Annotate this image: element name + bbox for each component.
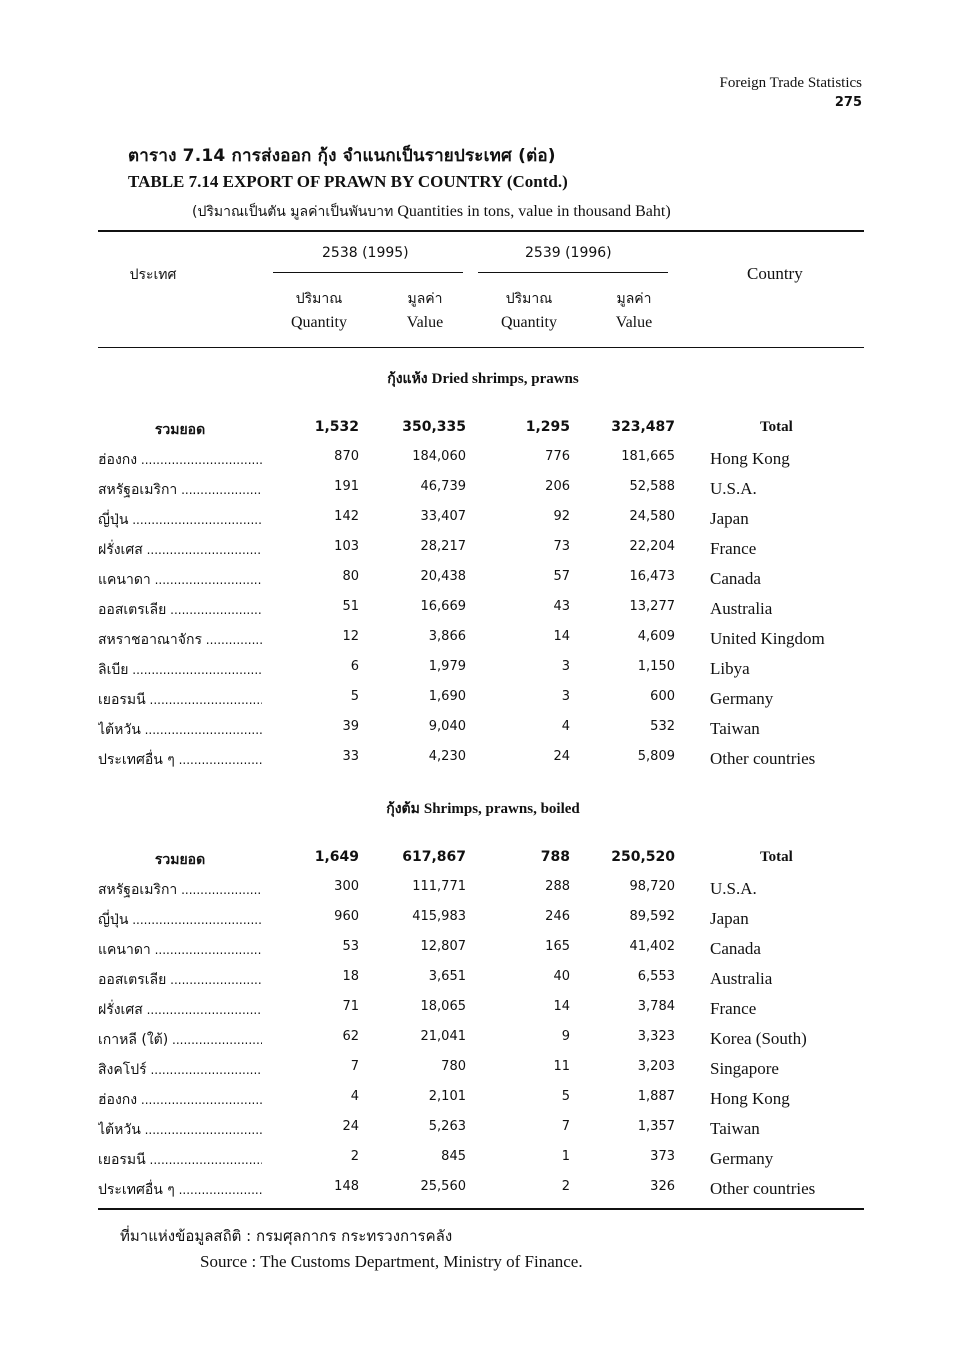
value-1995: 33,407	[420, 509, 466, 524]
row-name-thai: ประเทศอื่น ๆ .....	[98, 1179, 262, 1201]
value-1996: 373	[650, 1149, 675, 1164]
row-name-english: Libya	[710, 659, 750, 678]
row-name-english: Total	[760, 419, 793, 435]
value-1995: 9,040	[428, 719, 466, 734]
row-name-thai: ฮ่องกง .....	[98, 1089, 262, 1111]
section-title-english: Shrimps, prawns, boiled	[423, 801, 580, 817]
table-row	[0, 719, 966, 749]
table-row	[0, 909, 966, 939]
qty-1995: 960	[334, 909, 359, 924]
value-1996: 6,553	[637, 969, 675, 984]
value-1995: 16,669	[420, 599, 466, 614]
quantity-header-english-1995: Quantity	[291, 314, 347, 331]
table-bottom-rule	[98, 1208, 864, 1210]
row-name-english: Korea (South)	[710, 1029, 807, 1048]
row-name-thai: ออสเตรเลีย .....	[98, 599, 262, 621]
qty-1995: 33	[342, 749, 359, 764]
qty-1996: 3	[561, 659, 570, 674]
qty-1995: 7	[350, 1059, 359, 1074]
value-1996: 41,402	[629, 939, 675, 954]
quantity-header-thai-1996: ปริมาณ	[505, 291, 553, 307]
table-row	[0, 659, 966, 689]
qty-1996: 14	[553, 629, 570, 644]
value-1996: 1,357	[637, 1119, 675, 1134]
value-1996: 13,277	[629, 599, 675, 614]
table-row	[0, 449, 966, 479]
row-name-english: Germany	[710, 1149, 774, 1168]
value-1995: 5,263	[428, 1119, 466, 1134]
row-name-english: Total	[760, 849, 793, 865]
value-1996: 98,720	[629, 879, 675, 894]
value-header-english-1995: Value	[406, 314, 444, 331]
table-row	[0, 879, 966, 909]
value-1995: 3,866	[428, 629, 466, 644]
value-1995: 1,979	[428, 659, 466, 674]
value-1996: 16,473	[629, 569, 675, 584]
value-1995: 617,867	[402, 849, 466, 865]
row-name-english: United Kingdom	[710, 629, 825, 648]
qty-1996: 776	[545, 449, 570, 464]
value-1995: 111,771	[412, 879, 466, 894]
year-1995-rule	[273, 272, 463, 273]
source-english: Source : The Customs Department, Ministry of Finance.	[200, 1252, 583, 1271]
section-title-thai: กุ้งต้ม	[386, 801, 420, 817]
value-1995: 25,560	[420, 1179, 466, 1194]
table-row	[0, 1029, 966, 1059]
row-name-english: Hong Kong	[710, 1089, 790, 1108]
value-1995: 184,060	[412, 449, 466, 464]
table-row	[0, 1119, 966, 1149]
table-row	[0, 1179, 966, 1209]
table-row	[0, 599, 966, 629]
qty-1996: 165	[545, 939, 570, 954]
row-name-thai: เยอรมนี .....	[98, 1149, 262, 1171]
value-1996: 323,487	[611, 419, 675, 435]
qty-1995: 103	[334, 539, 359, 554]
qty-1995: 51	[342, 599, 359, 614]
row-name-thai: ฝรั่งเศส .....	[98, 539, 262, 561]
value-1996: 1,150	[637, 659, 675, 674]
value-1995: 780	[441, 1059, 466, 1074]
source-thai: ที่มาแห่งข้อมูลสถิติ : กรมศุลกากร กระทรวงการคลัง	[120, 1227, 453, 1245]
value-1995: 4,230	[428, 749, 466, 764]
row-name-thai: ญี่ปุ่น .....	[98, 909, 262, 931]
table-row	[0, 1149, 966, 1179]
value-1996: 3,784	[637, 999, 675, 1014]
year-1996-header: 2539 (1996)	[525, 245, 612, 261]
value-1996: 3,323	[637, 1029, 675, 1044]
value-1996: 532	[650, 719, 675, 734]
year-1996-rule	[478, 272, 668, 273]
row-name-thai: ญี่ปุ่น .....	[98, 509, 262, 531]
value-1996: 89,592	[629, 909, 675, 924]
row-name-thai: ไต้หวัน .....	[98, 719, 262, 741]
row-name-thai: ฮ่องกง .....	[98, 449, 262, 471]
qty-1996: 24	[553, 749, 570, 764]
qty-1996: 14	[553, 999, 570, 1014]
row-name-thai: แคนาดา .....	[98, 569, 262, 591]
value-1995: 2,101	[428, 1089, 466, 1104]
table-row	[0, 479, 966, 509]
row-name-thai: เยอรมนี .....	[98, 689, 262, 711]
row-name-thai: สิงคโปร์ .....	[98, 1059, 262, 1081]
value-header-english-1996: Value	[615, 314, 653, 331]
value-1996: 250,520	[611, 849, 675, 865]
value-1996: 1,887	[637, 1089, 675, 1104]
value-1995: 845	[441, 1149, 466, 1164]
row-name-english: U.S.A.	[710, 879, 757, 898]
qty-1995: 2	[350, 1149, 359, 1164]
value-1996: 326	[650, 1179, 675, 1194]
row-name-thai: ประเทศอื่น ๆ .....	[98, 749, 262, 771]
table-row	[0, 999, 966, 1029]
row-name-english: Taiwan	[710, 719, 760, 738]
qty-1995: 18	[342, 969, 359, 984]
value-1996: 22,204	[629, 539, 675, 554]
quantity-header-thai-1995: ปริมาณ	[295, 291, 343, 307]
table-row	[0, 689, 966, 719]
value-header-thai-1996: มูลค่า	[616, 291, 652, 307]
section-title-dried	[0, 368, 966, 390]
page-number: 275	[834, 95, 862, 110]
row-name-thai: รวมยอด	[154, 422, 206, 438]
value-1995: 18,065	[420, 999, 466, 1014]
qty-1995: 62	[342, 1029, 359, 1044]
qty-1995: 870	[334, 449, 359, 464]
qty-1996: 788	[540, 849, 570, 865]
table-top-rule	[98, 230, 864, 232]
row-name-thai: แคนาดา .....	[98, 939, 262, 961]
qty-1995: 12	[342, 629, 359, 644]
table-row	[0, 569, 966, 599]
value-1995: 415,983	[412, 909, 466, 924]
qty-1995: 4	[350, 1089, 359, 1104]
qty-1996: 1	[561, 1149, 570, 1164]
qty-1996: 3	[561, 689, 570, 704]
qty-1996: 40	[553, 969, 570, 984]
qty-1995: 142	[334, 509, 359, 524]
row-name-english: Australia	[710, 599, 773, 618]
table-row-total	[0, 849, 966, 879]
country-header-english: Country	[747, 264, 803, 283]
qty-1996: 206	[545, 479, 570, 494]
table-row	[0, 749, 966, 779]
row-name-english: Taiwan	[710, 1119, 760, 1138]
qty-1996: 73	[553, 539, 570, 554]
row-name-english: Japan	[710, 909, 749, 928]
row-name-thai: ลิเบีย .....	[98, 659, 262, 681]
units-note-thai: (ปริมาณเป็นตัน มูลค่าเป็นพันบาท	[192, 204, 394, 220]
row-name-english: Canada	[710, 939, 761, 958]
row-name-thai: เกาหลี (ใต้) .....	[98, 1029, 262, 1051]
value-1995: 3,651	[428, 969, 466, 984]
table-row	[0, 1059, 966, 1089]
value-1995: 12,807	[420, 939, 466, 954]
quantity-header-english-1996: Quantity	[501, 314, 557, 331]
row-name-thai: สหรัฐอเมริกา .....	[98, 879, 262, 901]
series-title: Foreign Trade Statistics	[719, 75, 862, 91]
qty-1995: 1,649	[314, 849, 359, 865]
table-row	[0, 939, 966, 969]
table-row	[0, 969, 966, 999]
row-name-english: Singapore	[710, 1059, 779, 1078]
row-name-english: Japan	[710, 509, 749, 528]
qty-1995: 300	[334, 879, 359, 894]
qty-1995: 71	[342, 999, 359, 1014]
value-1996: 3,203	[637, 1059, 675, 1074]
qty-1995: 191	[334, 479, 359, 494]
value-1996: 181,665	[621, 449, 675, 464]
row-name-english: U.S.A.	[710, 479, 757, 498]
value-1996: 4,609	[637, 629, 675, 644]
value-1995: 350,335	[402, 419, 466, 435]
qty-1996: 43	[553, 599, 570, 614]
page-header	[719, 74, 862, 112]
row-name-thai: สหรัฐอเมริกา .....	[98, 479, 262, 501]
country-header-thai: ประเทศ	[129, 267, 177, 283]
value-1995: 46,739	[420, 479, 466, 494]
table-row	[0, 509, 966, 539]
qty-1995: 1,532	[314, 419, 359, 435]
section-title-boiled	[0, 798, 966, 820]
year-1995-header: 2538 (1995)	[322, 245, 409, 261]
row-name-english: Australia	[710, 969, 773, 988]
qty-1996: 2	[561, 1179, 570, 1194]
value-1995: 20,438	[420, 569, 466, 584]
row-name-english: France	[710, 539, 757, 558]
qty-1996: 4	[561, 719, 570, 734]
row-name-english: Hong Kong	[710, 449, 790, 468]
qty-1996: 1,295	[525, 419, 570, 435]
qty-1996: 246	[545, 909, 570, 924]
value-1996: 5,809	[637, 749, 675, 764]
qty-1995: 148	[334, 1179, 359, 1194]
table-header-rule	[98, 347, 864, 348]
qty-1995: 80	[342, 569, 359, 584]
qty-1995: 6	[350, 659, 359, 674]
section-title-english: Dried shrimps, prawns	[431, 371, 579, 387]
table-title-thai: ตาราง 7.14 การส่งออก กุ้ง จำแนกเป็นรายประเทศ (ต่อ)	[128, 146, 556, 166]
row-name-english: Other countries	[710, 749, 816, 768]
row-name-thai: ออสเตรเลีย .....	[98, 969, 262, 991]
row-name-english: France	[710, 999, 757, 1018]
table-row-total	[0, 419, 966, 449]
value-1995: 28,217	[420, 539, 466, 554]
qty-1995: 39	[342, 719, 359, 734]
qty-1996: 288	[545, 879, 570, 894]
qty-1996: 57	[553, 569, 570, 584]
qty-1996: 11	[553, 1059, 570, 1074]
units-note	[192, 201, 671, 223]
table-row	[0, 629, 966, 659]
qty-1996: 92	[553, 509, 570, 524]
row-name-thai: ฝรั่งเศส .....	[98, 999, 262, 1021]
qty-1995: 5	[350, 689, 359, 704]
row-name-thai: รวมยอด	[154, 852, 206, 868]
table-row	[0, 539, 966, 569]
qty-1995: 53	[342, 939, 359, 954]
qty-1996: 5	[561, 1089, 570, 1104]
value-header-thai-1995: มูลค่า	[407, 291, 443, 307]
qty-1996: 9	[561, 1029, 570, 1044]
row-name-thai: ไต้หวัน .....	[98, 1119, 262, 1141]
value-1996: 24,580	[629, 509, 675, 524]
table-row	[0, 1089, 966, 1119]
value-1995: 21,041	[420, 1029, 466, 1044]
value-1996: 600	[650, 689, 675, 704]
table-title-english: TABLE 7.14 EXPORT OF PRAWN BY COUNTRY (Contd.)	[128, 172, 568, 191]
row-name-english: Canada	[710, 569, 761, 588]
units-note-english: Quantities in tons, value in thousand Baht)	[397, 203, 671, 220]
section-title-thai: กุ้งแห้ง	[387, 371, 428, 387]
value-1995: 1,690	[428, 689, 466, 704]
value-1996: 52,588	[629, 479, 675, 494]
qty-1996: 7	[561, 1119, 570, 1134]
row-name-english: Germany	[710, 689, 774, 708]
qty-1995: 24	[342, 1119, 359, 1134]
row-name-thai: สหราชอาณาจักร .....	[98, 629, 262, 651]
row-name-english: Other countries	[710, 1179, 816, 1198]
